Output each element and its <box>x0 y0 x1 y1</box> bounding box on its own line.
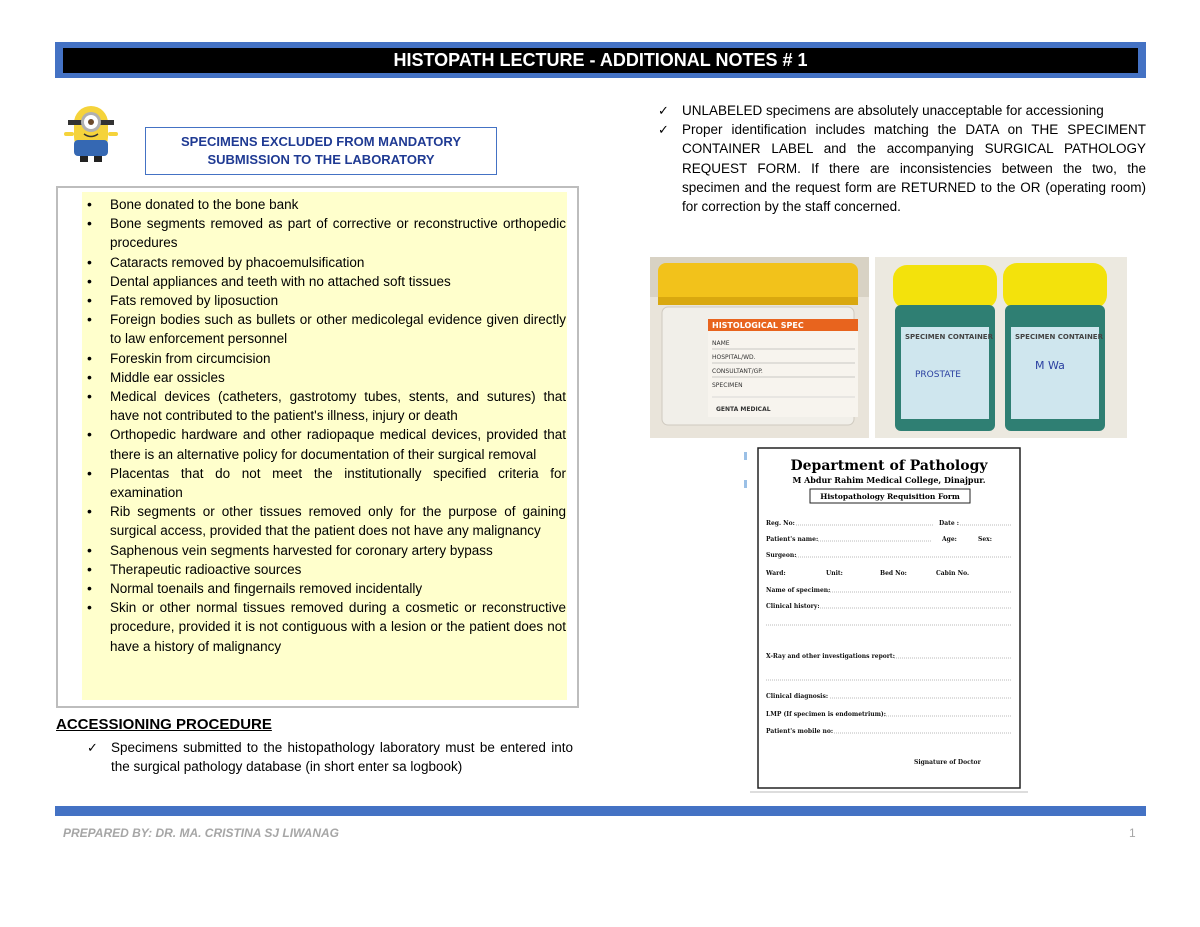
list-item: • Foreign bodies such as bullets or other medicolegal evidence given directly to law enforcement personnel <box>84 310 566 348</box>
form-field: Name of specimen: <box>766 587 831 594</box>
accessioning-left-list <box>84 738 573 776</box>
specimen-container-photo <box>650 257 869 438</box>
list-item-text: UNLABELED specimens are absolutely unacceptable for accessioning <box>682 103 1104 118</box>
form-field: Sex: <box>978 536 992 543</box>
page-number: 1 <box>1129 826 1136 840</box>
form-dept: Department of Pathology <box>790 458 988 474</box>
page-title: HISTOPATH LECTURE - ADDITIONAL NOTES # 1 <box>63 48 1138 73</box>
list-item-text: Proper identification includes matching the DATA on THE SPECIMENT CONTAINER LABEL and the accompanying SURGICAL PATHOLOGY REQUEST FORM. If there are inconsistencies between the two, the specimen and the request form are RETURNED to the OR (operating room) for correction by the staff concerned. <box>682 122 1146 215</box>
label-field: NAME <box>712 340 730 347</box>
prepared-by: PREPARED BY: DR. MA. CRISTINA SJ LIWANAG <box>63 826 340 840</box>
label-title: HISTOLOGICAL SPEC <box>712 321 804 330</box>
form-field: Surgeon: <box>766 552 797 559</box>
list-item: • Therapeutic radioactive sources <box>84 560 566 579</box>
checkmark-icon: ✓ <box>87 740 98 755</box>
container-label: SPECIMEN CONTAINER <box>1015 333 1103 341</box>
form-field: Signature of Doctor <box>914 759 981 766</box>
excluded-heading-line2: SUBMISSION TO THE LABORATORY <box>207 152 435 167</box>
checkmark-icon: ✓ <box>658 122 669 138</box>
list-item: • Bone segments removed as part of corrective or reconstructive orthopedic procedures <box>84 214 566 252</box>
minion-image <box>58 100 124 164</box>
container-label: SPECIMEN CONTAINER <box>905 333 993 341</box>
handwriting-right: M Wa <box>1035 359 1065 372</box>
list-item: • Normal toenails and fingernails removed incidentally <box>84 579 566 598</box>
excluded-specimens-heading <box>145 127 497 175</box>
footer-bar <box>55 806 1146 816</box>
list-item: • Skin or other normal tissues removed during a cosmetic or reconstructive procedure, provided it is not contiguous with a lesion or the patient does not have a history of malignancy <box>84 598 566 656</box>
handwriting-left: PROSTATE <box>915 370 961 380</box>
list-item: • Cataracts removed by phacoemulsification <box>84 253 566 272</box>
form-field: Patient's mobile no: <box>766 728 834 735</box>
list-item <box>84 738 573 776</box>
list-item: • Medical devices (catheters, gastrotomy tubes, stents, and sutures) that have not contributed to the patient's illness, injury or death <box>84 387 566 425</box>
list-item: • Saphenous vein segments harvested for coronary artery bypass <box>84 541 566 560</box>
checkmark-icon: ✓ <box>658 103 669 118</box>
form-field: Ward: <box>766 570 786 577</box>
form-field: Patient's name: <box>766 536 819 543</box>
list-item: • Middle ear ossicles <box>84 368 566 387</box>
form-college: M Abdur Rahim Medical College, Dinajpur. <box>792 475 986 485</box>
list-item <box>655 120 1146 216</box>
excluded-specimens-list <box>84 195 566 656</box>
list-item: • Placentas that do not meet the institutionally specified criteria for examination <box>84 464 566 502</box>
form-field: Cabin No. <box>936 570 970 577</box>
list-item: • Fats removed by liposuction <box>84 291 566 310</box>
label-field: CONSULTANT/GP. <box>712 368 763 375</box>
form-field: Unit: <box>826 570 843 577</box>
list-item <box>655 101 1146 120</box>
label-field: SPECIMEN <box>712 382 743 389</box>
list-item: • Dental appliances and teeth with no attached soft tissues <box>84 272 566 291</box>
label-field: HOSPITAL/WD. <box>712 354 756 361</box>
form-field: Date : <box>939 520 959 527</box>
list-item: • Foreskin from circumcision <box>84 349 566 368</box>
list-item: • Rib segments or other tissues removed only for the purpose of gaining surgical access, provided that the patient does not have any malignancy <box>84 502 566 540</box>
accessioning-right-list <box>655 101 1146 216</box>
list-item-text: Specimens submitted to the histopathology laboratory must be entered into the surgical pathology database (in short enter sa logbook) <box>111 740 573 775</box>
label-brand: GENTA MEDICAL <box>716 406 771 413</box>
form-field: Clinical diagnosis: <box>766 693 829 700</box>
form-field: Bed No: <box>880 570 907 577</box>
requisition-form-image <box>744 440 1034 794</box>
list-item: • Orthopedic hardware and other radiopaque medical devices, provided that there is an alternative policy for documentation of their surgical removal <box>84 425 566 463</box>
form-field: Age: <box>942 536 957 543</box>
form-title: Histopathology Requisition Form <box>820 492 960 501</box>
excluded-heading-line1: SPECIMENS EXCLUDED FROM MANDATORY <box>181 134 461 149</box>
form-field: X-Ray and other investigations report: <box>766 653 895 660</box>
accessioning-heading: ACCESSIONING PROCEDURE <box>56 716 272 733</box>
list-item: • Bone donated to the bone bank <box>84 195 566 214</box>
specimen-containers-photo <box>875 257 1127 438</box>
form-field: Clinical history: <box>766 603 820 610</box>
form-field: Reg. No: <box>766 520 795 527</box>
form-field: LMP (If specimen is endometrium): <box>766 711 886 718</box>
